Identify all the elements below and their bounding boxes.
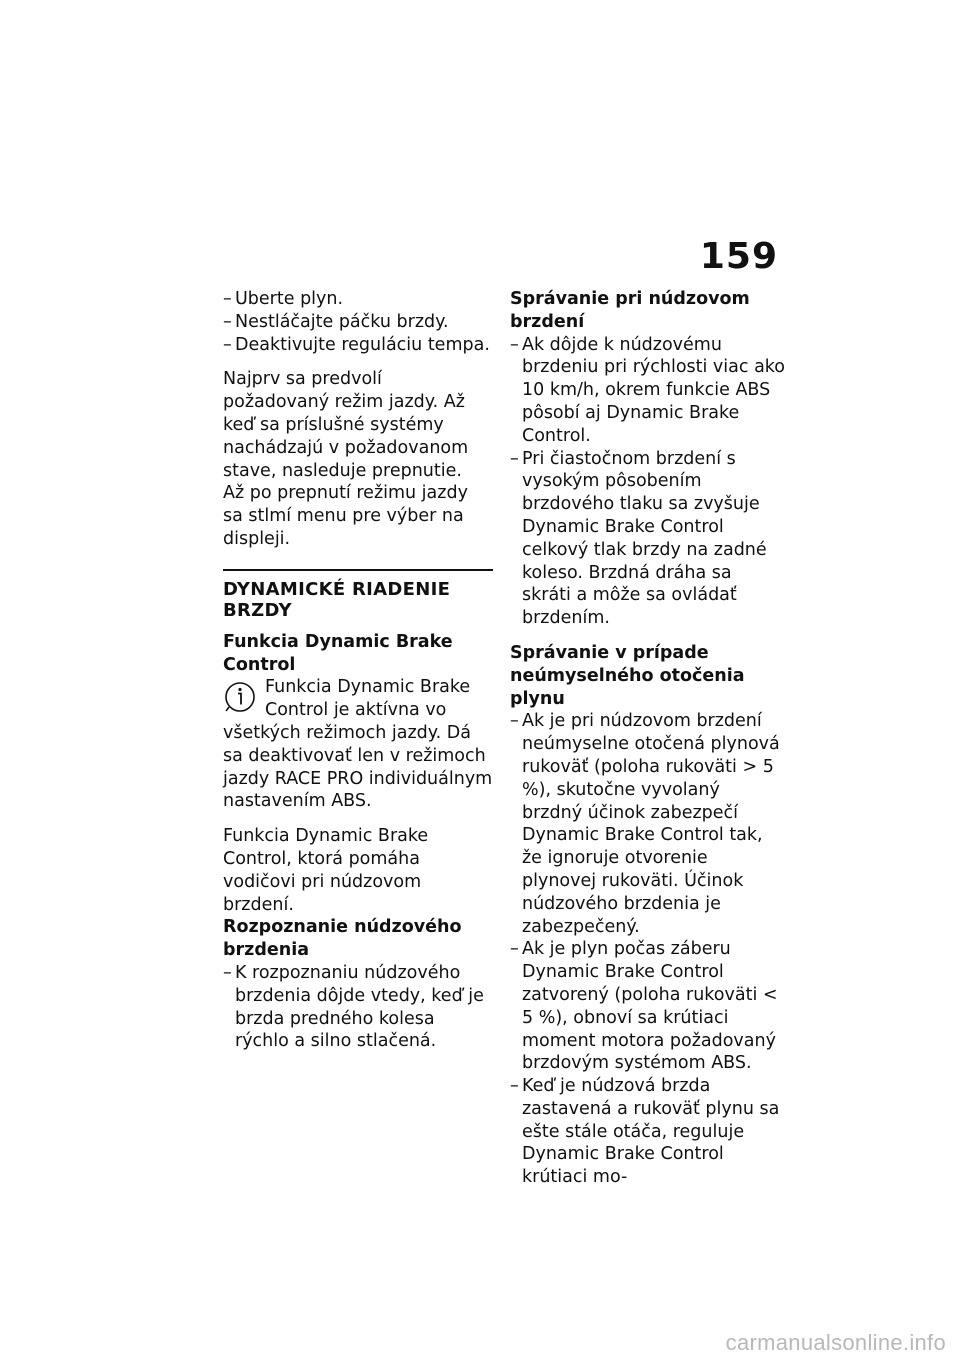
list-item: – Keď je núdzová brzda zastavená a rukoväť plynu sa ešte stále otáča, reguluje Dynamic Brake Control krútiaci mo- bbox=[510, 1075, 785, 1189]
behavior-list bbox=[510, 334, 785, 630]
intro-steps-list bbox=[223, 288, 493, 356]
info-note bbox=[223, 676, 493, 813]
left-column bbox=[223, 288, 493, 1065]
list-item: – Deaktivujte reguláciu tempa. bbox=[223, 334, 493, 357]
paragraph: Funkcia Dynamic Brake Control, ktorá pomáha vodičovi pri núdzovom brzdení. bbox=[223, 826, 429, 915]
section-title: DYNAMICKÉ RIADENIE BRZDY bbox=[223, 578, 451, 621]
list-item: – Nestláčajte páčku brzdy. bbox=[223, 311, 493, 334]
page-number: 159 bbox=[699, 236, 778, 277]
list-item: – Uberte plyn. bbox=[223, 288, 493, 311]
subheading: Správanie v prípade neúmyselného otočenia plynu bbox=[510, 642, 745, 709]
list-item: – Pri čiastočnom brzdení s vysokým pôsobením brzdového tlaku sa zvyšuje Dynamic Brake Control celkový tlak brzdy na zadné koleso. Brzdná dráha sa skráti a môže sa ovládať brzdením. bbox=[510, 448, 785, 630]
list-item: – Ak je plyn počas záberu Dynamic Brake Control zatvorený (poloha rukoväti < 5 %), obnoví sa krútiaci moment motora požadovaný brzdovým systémom ABS. bbox=[510, 938, 785, 1075]
subheading: Funkcia Dynamic Brake Control bbox=[223, 631, 453, 675]
info-icon bbox=[223, 680, 259, 714]
note-text: Funkcia Dynamic Brake Control je aktívna vo všetkých režimoch jazdy. Dá sa deaktivovať len v režimoch jazdy RACE PRO individuálnym nastavením ABS. bbox=[223, 677, 493, 812]
section-divider bbox=[223, 569, 493, 571]
right-column bbox=[510, 288, 785, 1201]
subheading: Rozpoznanie núdzového brzdenia bbox=[223, 917, 462, 961]
watermark: carmanualsonline.info bbox=[725, 1330, 946, 1355]
list-item: – Ak je pri núdzovom brzdení neúmyselne otočená plynová rukoväť (poloha rukoväti > 5 %), skutočne vyvolaný brzdný účinok zabezpečí Dynamic Brake Control tak, že ignoruje otvorenie plynovej rukoväti. Účinok núdzového brzdenia je zabezpečený. bbox=[510, 710, 785, 938]
recognition-list bbox=[223, 962, 493, 1053]
paragraph: Najprv sa predvolí požadovaný režim jazdy. Až keď sa príslušné systémy nachádzajú v požadovanom stave, nasleduje prepnutie. bbox=[223, 369, 469, 481]
throttle-list bbox=[510, 710, 785, 1189]
paragraph: Až po prepnutí režimu jazdy sa stlmí menu pre výber na displeji. bbox=[223, 483, 468, 549]
list-item: – Ak dôjde k núdzovému brzdeniu pri rýchlosti viac ako 10 km/h, okrem funkcie ABS pôsobí aj Dynamic Brake Control. bbox=[510, 334, 785, 448]
subheading: Správanie pri núdzovom brzdení bbox=[510, 289, 750, 332]
list-item: – K rozpoznaniu núdzového brzdenia dôjde vtedy, keď je brzda predného kolesa rýchlo a silno stlačená. bbox=[223, 962, 493, 1053]
